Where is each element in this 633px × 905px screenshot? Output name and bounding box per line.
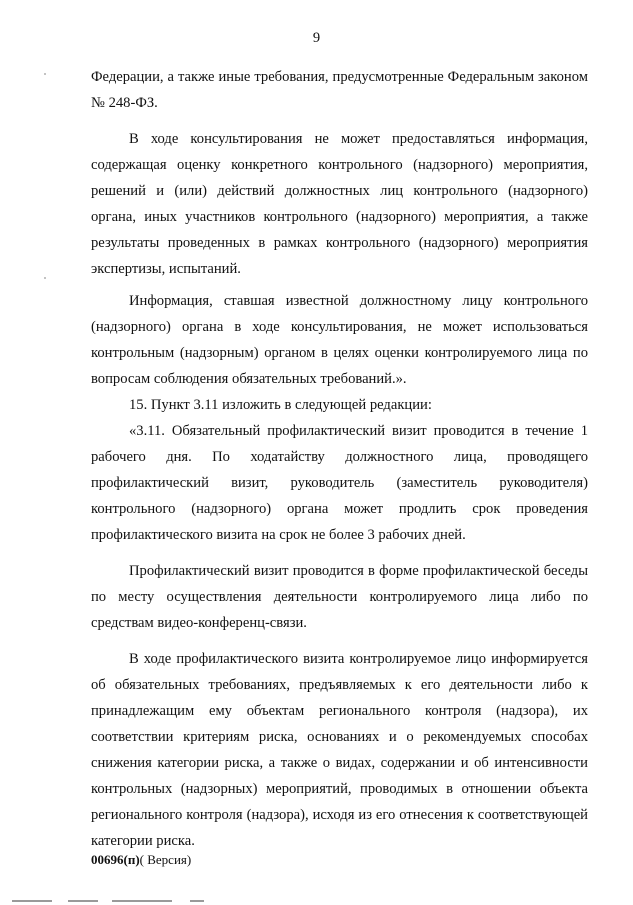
paragraph-5: «3.11. Обязательный профилактический визит проводится в течение 1 рабочего дня. По ходатайству должностного лица, проводящего профилактический визит, руководитель (заместитель руководителя) контрольного (надзорного) органа может продлить срок проведения профилактического визита на срок не более 3 рабочих дней. xyxy=(91,423,588,543)
paragraph-2: В ходе консультирования не может предоставляться информация, содержащая оценку конкретного контрольного (надзорного) мероприятия, решений и (или) действий должностных лиц контрольного (надзорного) органа, иных участников контрольного (надзорного) мероприятия, а также результаты проведенных в рамках контрольного (надзорного) мероприятия экспертизы, испытаний. xyxy=(91,131,588,277)
scan-speck xyxy=(44,277,46,279)
document-version: ( Версия) xyxy=(139,852,192,867)
scan-edge-marks xyxy=(0,897,633,905)
paragraph-4: 15. Пункт 3.11 изложить в следующей редакции: xyxy=(129,397,432,413)
scan-mark xyxy=(68,900,98,902)
scan-mark xyxy=(112,900,172,902)
paragraph-3: Информация, ставшая известной должностному лицу контрольного (надзорного) органа в ходе консультирования, не может использоваться контрольным (надзорным) органом в целях оценки контролируемого лица по вопросам соблюдения обязательных требований.». xyxy=(91,293,588,387)
scan-speck xyxy=(44,73,46,75)
paragraph-7: В ходе профилактического визита контролируемое лицо информируется об обязательных требованиях, предъявляемых к его деятельности либо к принадлежащим ему объектам регионального контроля (надзора), их соответствии критериям риска, основаниях и о рекомендуемых способах снижения категории риска, а также о видах, содержании и об интенсивности контрольных (надзорных) мероприятий, проводимых в отношении объекта регионального контроля (надзора), исходя из его отнесения к соответствующей категории риска. xyxy=(91,651,588,849)
document-code-number: 00696(п) xyxy=(91,852,140,867)
document-body xyxy=(91,64,588,854)
page-number: 9 xyxy=(312,30,321,46)
scan-mark xyxy=(12,900,52,902)
paragraph-6: Профилактический визит проводится в форме профилактической беседы по месту осуществления деятельности контролируемого лица либо по средствам видео-конференц-связи. xyxy=(91,563,588,631)
paragraph-1: Федерации, а также иные требования, предусмотренные Федеральным законом № 248-ФЗ. xyxy=(91,69,588,111)
scan-mark xyxy=(190,900,204,902)
document-code xyxy=(91,852,191,868)
